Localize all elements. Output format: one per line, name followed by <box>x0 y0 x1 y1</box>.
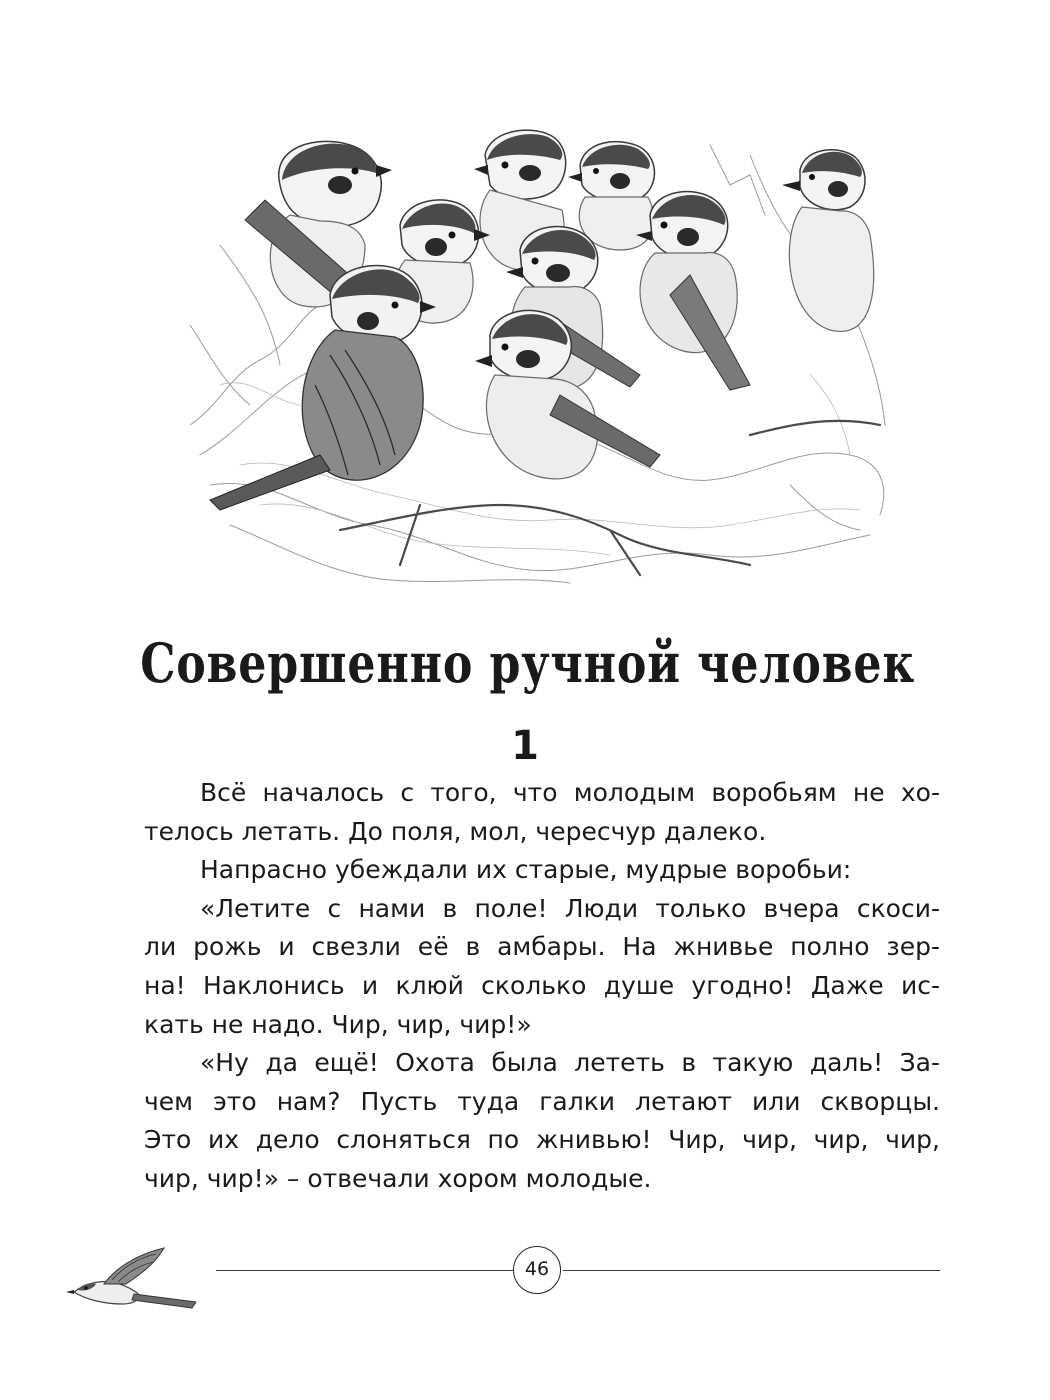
paragraph-4-line-3: Это их дело слоняться по жнивью! Чир, чир, чир, чир, <box>144 1125 940 1155</box>
paragraph-4-line-2: чем это нам? Пусть туда галки летают или скворцы. <box>144 1086 940 1116</box>
paragraph-4-line-4: чир, чир!» – отвечали хором молодые. <box>144 1163 652 1193</box>
story-title: Совершенно ручной человек <box>140 631 916 695</box>
paragraph-4-line-1: «Ну да ещё! Охота была лететь в такую даль! За- <box>200 1048 940 1078</box>
footer-rule-left <box>216 1270 513 1271</box>
chapter-number: 1 <box>511 723 539 769</box>
sparrows-illustration <box>190 125 890 590</box>
story-text <box>144 774 940 1199</box>
paragraph-3-line-4: кать не надо. Чир, чир, чир!» <box>144 1009 532 1039</box>
paragraph-3-line-2: ли рожь и свезли её в амбары. На жнивье полно зер- <box>144 932 940 962</box>
paragraph-1-line-1: Всё началось с того, что молодым воробьям не хо- <box>200 778 940 807</box>
paragraph-1-line-2: телось летать. До поля, мол, чересчур далеко. <box>144 816 767 846</box>
paragraph-2-line-1: Напрасно убеждали их старые, мудрые воробьи: <box>200 855 852 885</box>
footer-rule-right <box>563 1270 940 1271</box>
page-number: 46 <box>513 1246 561 1294</box>
paragraph-3-line-1: «Летите с нами в поле! Люди только вчера скоси- <box>200 893 940 923</box>
flying-sparrow-ornament <box>64 1240 204 1320</box>
paragraph-3-line-3: на! Наклонись и клюй сколько душе угодно! Даже ис- <box>144 970 940 1000</box>
